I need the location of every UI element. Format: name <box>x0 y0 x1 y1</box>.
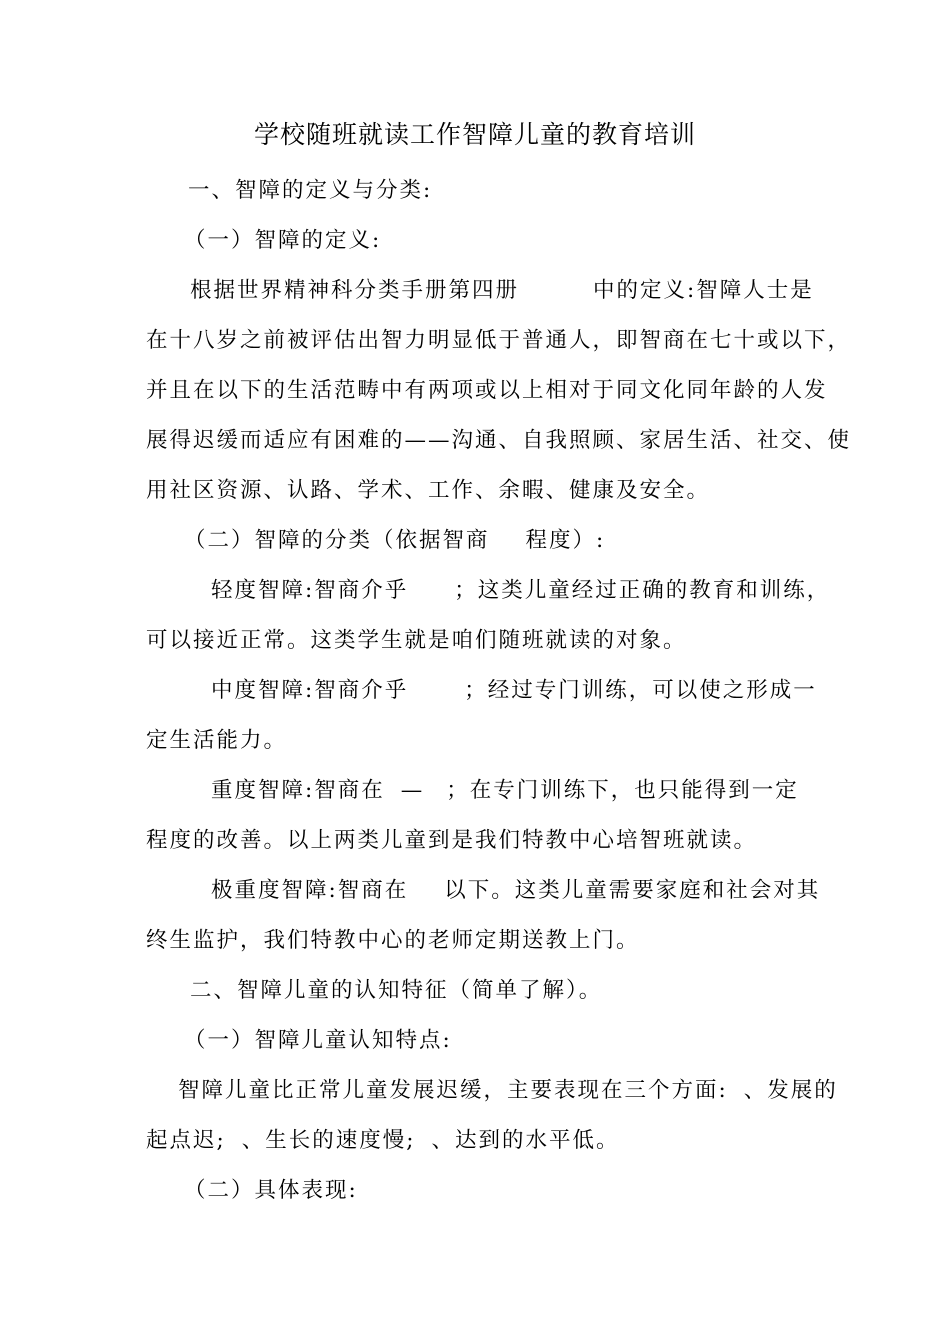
paragraph-line: 终生监护，我们特教中心的老师定期送教上门。 <box>146 928 640 953</box>
paragraph-line: 在十八岁之前被评估出智力明显低于普通人，即智商在七十或以下， <box>146 328 852 353</box>
text-fragment: 轻度智障:智商介乎 <box>211 578 409 603</box>
text-fragment: 重度智障:智商在 <box>211 778 385 803</box>
text-fragment: 、生长的速度慢; <box>241 1128 416 1153</box>
text-fragment: 、达到的水平低。 <box>431 1128 620 1153</box>
subsection-heading-1-2 <box>184 523 605 554</box>
text-fragment: ；在专门训练下，也只能得到一定 <box>446 778 799 803</box>
paragraph-line: 展得迟缓而适应有困难的——沟通、自我照顾、家居生活、社交、使 <box>146 428 852 453</box>
text-fragment: 、发展的 <box>743 1078 838 1103</box>
paragraph-line <box>211 573 830 604</box>
document-title: 学校随班就读工作智障儿童的教育培训 <box>253 120 696 149</box>
subsection-heading-2-2: （二）具体表现: <box>184 1178 358 1203</box>
paragraph-line <box>190 273 814 304</box>
subsection-heading-1-1: （一）智障的定义: <box>184 228 382 253</box>
paragraph-line: 并且在以下的生活范畴中有两项或以上相对于同文化同年龄的人发 <box>146 378 828 403</box>
paragraph-line: 定生活能力。 <box>146 728 288 753</box>
text-fragment: — <box>400 778 425 803</box>
text-fragment: 根据世界精神科分类手册第四册 <box>190 278 520 303</box>
text-fragment: 以下。这类儿童需要家庭和社会对其 <box>444 878 821 903</box>
text-fragment: 起点迟; <box>146 1128 226 1153</box>
section-heading-2: 二、智障儿童的认知特征（简单了解）。 <box>190 978 603 1003</box>
paragraph-line <box>211 673 817 704</box>
subsection-heading-2-1: （一）智障儿童认知特点: <box>184 1028 452 1053</box>
paragraph-line: 可以接近正常。这类学生就是咱们随班就读的对象。 <box>146 628 687 653</box>
paragraph-line: 程度的改善。以上两类儿童到是我们特教中心培智班就读。 <box>146 828 758 853</box>
text-fragment: （二）智障的分类（依据智商 <box>184 528 490 553</box>
text-fragment: 中的定义:智障人士是 <box>593 278 814 303</box>
paragraph-line <box>211 773 799 804</box>
paragraph-line <box>178 1073 838 1104</box>
paragraph-line: 用社区资源、认路、学术、工作、余暇、健康及安全。 <box>146 478 711 503</box>
text-fragment: 中度智障:智商介乎 <box>211 678 409 703</box>
text-fragment: ；这类儿童经过正确的教育和训练， <box>454 578 831 603</box>
paragraph-line <box>211 873 820 904</box>
text-fragment: ；经过专门训练，可以使之形成一 <box>464 678 817 703</box>
text-fragment: 智障儿童比正常儿童发展迟缓，主要表现在三个方面: <box>178 1078 728 1103</box>
text-fragment: 程度）: <box>525 528 606 553</box>
section-heading-1: 一、智障的定义与分类: <box>188 178 433 203</box>
text-fragment: 极重度智障:智商在 <box>211 878 409 903</box>
paragraph-line <box>146 1123 620 1154</box>
